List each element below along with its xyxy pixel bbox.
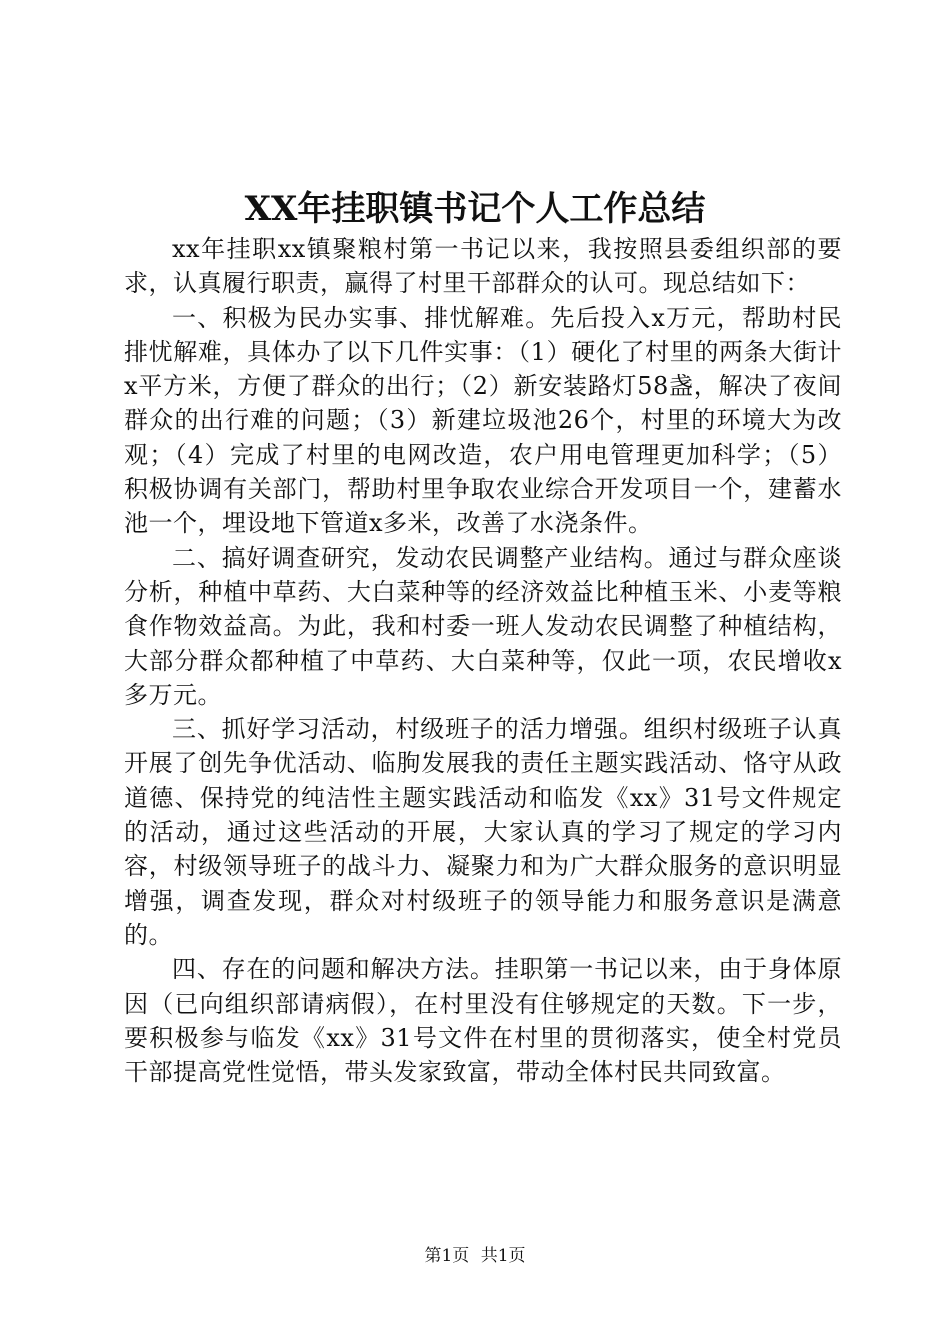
paragraph-section-2: 二、搞好调查研究，发动农民调整产业结构。通过与群众座谈分析，种植中草药、大白菜种等的经济效益比种植玉米、小麦等粮食作物效益高。为此，我和村委一班人发动农民调整了种植结构，大部分群众都种植了中草药、大白菜种等，仅此一项，农民增收x多万元。 xyxy=(124,543,842,709)
page-footer xyxy=(0,1244,950,1268)
page-number-total: 共1页 xyxy=(480,1246,526,1266)
page-number-current: 第1页 xyxy=(424,1246,470,1266)
paragraph-intro: xx年挂职xx镇聚粮村第一书记以来，我按照县委组织部的要求，认真履行职责，赢得了村里干部群众的认可。现总结如下： xyxy=(124,235,842,298)
paragraph-section-1: 一、积极为民办实事、排忧解难。先后投入x万元，帮助村民排忧解难，具体办了以下几件实事：（1）硬化了村里的两条大街计x平方米，方便了群众的出行；（2）新安装路灯58盏，解决了夜间群众的出行难的问题；（3）新建垃圾池26个，村里的环境大为改观；（4）完成了村里的电网改造，农户用电管理更加科学；（5）积极协调有关部门，帮助村里争取农业综合开发项目一个，建蓄水池一个，埋设地下管道x多米，改善了水浇条件。 xyxy=(124,303,842,538)
paragraph-section-4: 四、存在的问题和解决方法。挂职第一书记以来，由于身体原因（已向组织部请病假），在村里没有住够规定的天数。下一步，要积极参与临发《xx》31号文件在村里的贯彻落实，使全村党员干部提高党性觉悟，带头发家致富，带动全体村民共同致富。 xyxy=(124,955,842,1087)
paragraph-section-3: 三、抓好学习活动，村级班子的活力增强。组织村级班子认真开展了创先争优活动、临朐发展我的责任主题实践活动、恪守从政道德、保持党的纯洁性主题实践活动和临发《xx》31号文件规定的活动，通过这些活动的开展，大家认真的学习了规定的学习内容，村级领导班子的战斗力、凝聚力和为广大群众服务的意识明显增强，调查发现，群众对村级班子的领导能力和服务意识是满意的。 xyxy=(124,715,842,949)
document-body xyxy=(124,232,842,1089)
document-title: XX年挂职镇书记个人工作总结 xyxy=(244,189,706,229)
